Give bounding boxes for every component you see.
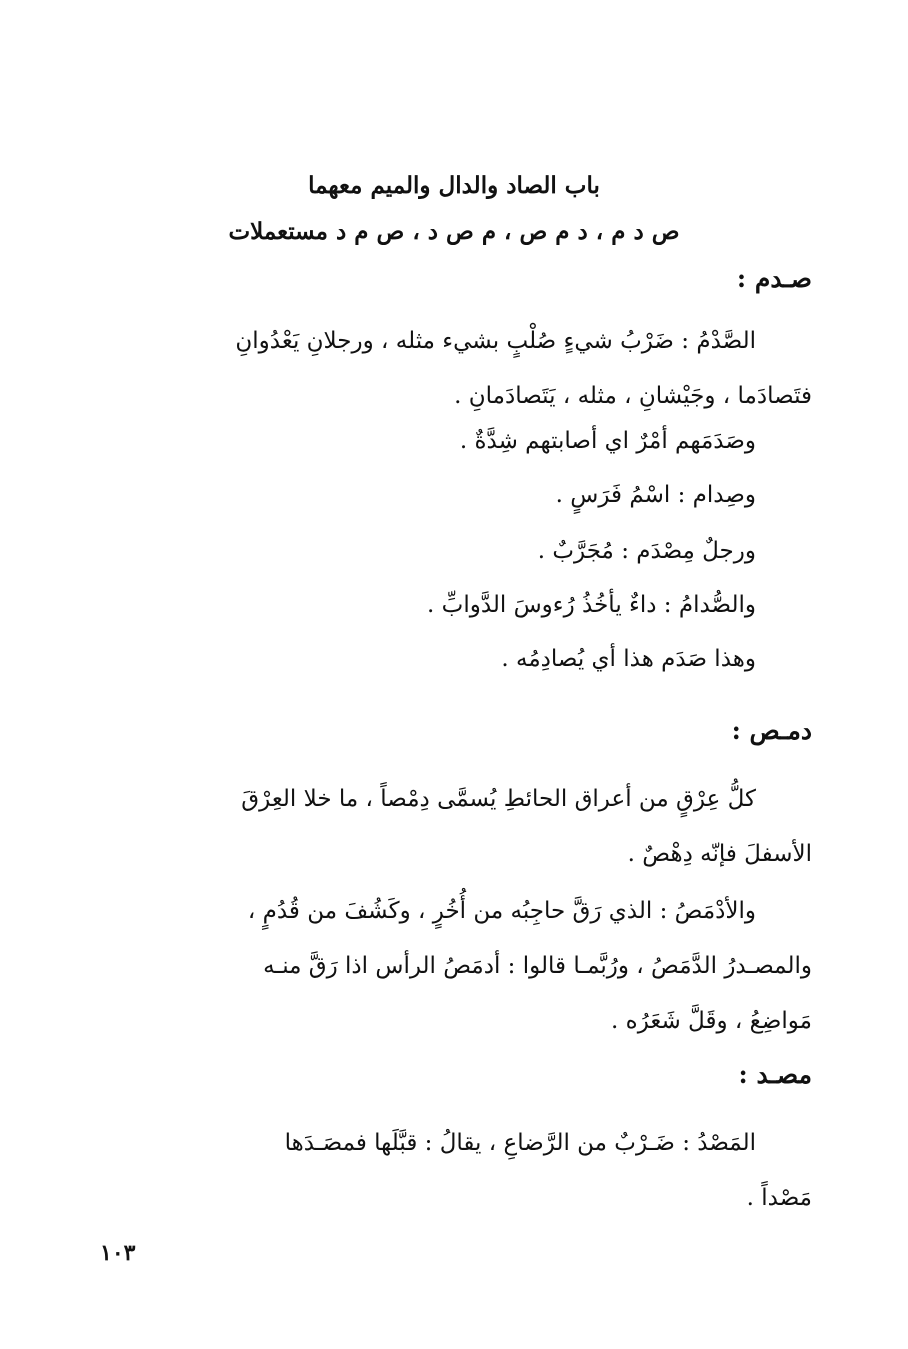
entry-line: وهذا صَدَم هذا أي يُصادِمُه . — [501, 646, 756, 672]
text-line: الأسفلَ فإنّه دِهْصٌ . — [627, 841, 812, 867]
text-line: مَصْداً . — [746, 1185, 812, 1211]
paragraph-masd — [96, 1116, 812, 1226]
section-heading-sadm: صـدم : — [736, 264, 812, 293]
text-line: والمصـدرُ الدَّمَصُ ، ورُبَّمـا قالوا : أدمَصُ الرأس اذا رَقَّ منـه — [263, 953, 812, 979]
paragraph-dams-2 — [96, 884, 812, 1049]
text-line: الصَّدْمُ : ضَرْبُ شيءٍ صُلْبٍ بشيء مثله ، ورجلانِ يَعْدُوانِ — [235, 328, 756, 354]
paragraph-sadm-intro — [96, 314, 812, 424]
entry-line: والصُّدامُ : داءٌ يأخُذُ رُءوسَ الدَّوابِّ . — [427, 592, 756, 618]
entry-line: وصِدام : اسْمُ فَرَسٍ . — [555, 482, 756, 508]
page-number: ١٠٣ — [100, 1240, 136, 1266]
text-line: مَواضِعُ ، وقَلَّ شَعَرُه . — [611, 1008, 812, 1034]
section-heading-masd: مصـد : — [738, 1060, 812, 1089]
text-line: كلُّ عِرْقٍ من أعراق الحائطِ يُسمَّى دِمْصاً ، ما خلا العِرْقَ — [241, 786, 756, 812]
entry-line: ورجلٌ مِصْدَم : مُجَرَّبٌ . — [537, 538, 756, 564]
section-heading-dams: دمـص : — [731, 716, 812, 745]
text-line: والأدْمَصُ : الذي رَقَّ حاجِبُه من أُخُرٍ ، وكَشُفَ من قُدُمٍ ، — [247, 898, 756, 924]
roots-subtitle: ص د م ، د م ص ، م ص د ، ص م د مستعملات — [228, 218, 680, 245]
entry-line: وصَدَمَهم أمْرٌ اي أصابتهم شِدَّةٌ . — [459, 428, 756, 454]
text-line: فتَصادَما ، وجَيْشانِ ، مثله ، يَتَصادَمانِ . — [454, 383, 812, 409]
document-page — [96, 0, 812, 1349]
chapter-title: باب الصاد والدال والميم معهما — [308, 172, 600, 199]
text-line: المَصْدُ : ضَـرْبٌ من الرَّضاعِ ، يقالُ : قبَّلَها فمصَـدَها — [284, 1130, 756, 1156]
paragraph-dams-1 — [96, 772, 812, 882]
